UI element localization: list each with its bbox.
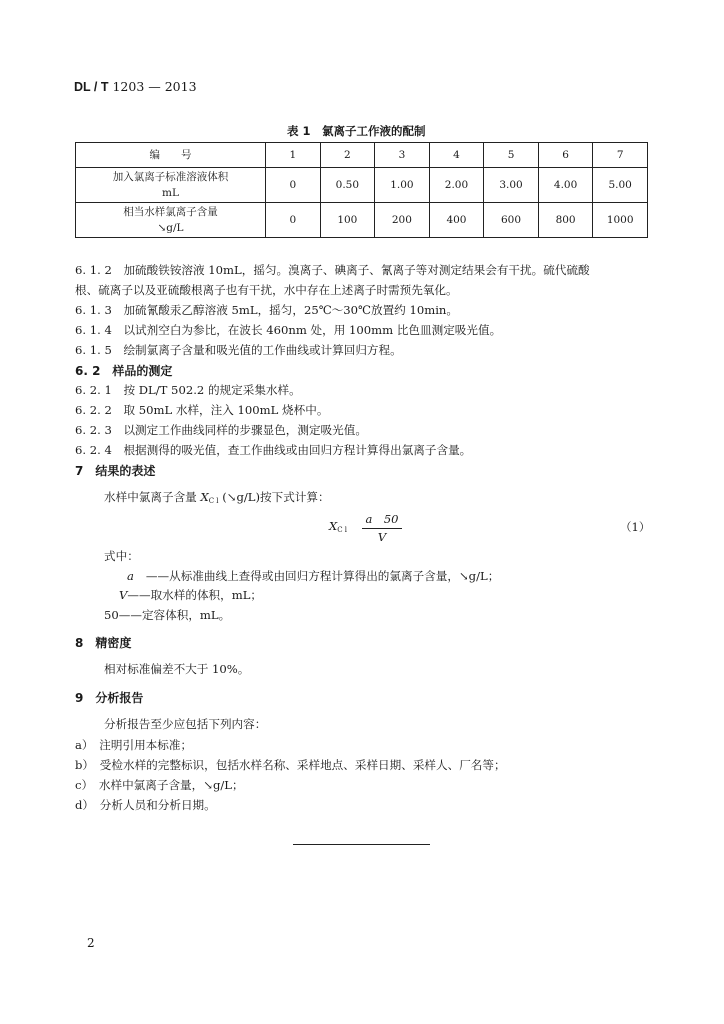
formula-subscript: C l [337,526,348,534]
row-label-text: 加入氯离子标准溶液体积 [112,171,229,183]
list-item: b） 受检水样的完整标识，包括水样名称、采样地点、采样日期、采样人、厂名等； [75,758,506,772]
formula-denominator: V [377,530,387,544]
preparation-table [75,142,648,238]
table-cell: 200 [375,203,430,238]
table-cell: 400 [429,203,484,238]
table-caption: 表 1 氯离子工作液的配制 [287,124,426,138]
clause-6-1-2: 6. 1. 2 加硫酸铁铵溶液 10mL，摇匀。溴离子、碘离子、氰离子等对测定结果会有干扰。硫代硫酸 [75,263,590,277]
definition-text: ——取水样的体积，mL； [127,588,263,602]
clause-6-2-4: 6. 2. 4 根据测得的吸光值，查工作曲线或由回归方程计算得出氯离子含量。 [75,443,472,457]
definition-a [127,568,499,584]
where-label: 式中： [104,549,139,563]
table-cell: 0 [266,168,321,203]
table-header-cell: 5 [484,143,539,168]
table-cell: 100 [320,203,375,238]
clause-6-2-2: 6. 2. 2 取 50mL 水样，注入 100mL 烧杯中。 [75,403,329,417]
formula-numerator: a 50 [362,511,402,529]
row-label-unit: ↘g/L [157,222,184,234]
clause-6-1-2-cont: 根、硫离子以及亚硫酸根离子也有干扰，水中存在上述离子时需预先氧化。 [75,283,458,297]
table-header-cell: 4 [429,143,484,168]
table-cell: 2.00 [429,168,484,203]
end-rule [293,844,430,845]
document-header [74,79,197,94]
list-item: c） 水样中氯离子含量，↘g/L； [75,778,244,792]
section-9-intro: 分析报告至少应包括下列内容： [104,717,267,731]
table-header-cell: 3 [375,143,430,168]
table-header-cell: 6 [538,143,593,168]
table-row-label [76,203,266,238]
clause-6-1-3: 6. 1. 3 加硫氰酸汞乙醇溶液 5mL，摇匀，25℃～30℃放置约 10min。 [75,303,458,317]
clause-6-1-4: 6. 1. 4 以试剂空白为参比，在波长 460nm 处，用 100mm 比色皿测定吸光值。 [75,323,502,337]
row-label-unit: mL [162,187,179,199]
formula-lhs [329,519,347,534]
clause-6-2-heading: 6. 2 样品的测定 [75,364,173,378]
section-8-text: 相对标准偏差不大于 10%。 [104,662,250,676]
table-cell: 600 [484,203,539,238]
definition-50: 50——定容体积，mL。 [104,608,231,622]
definition-symbol: a [127,569,134,583]
table-header-cell: 编 号 [76,143,266,168]
table-cell: 0.50 [320,168,375,203]
table-row [76,203,648,238]
clause-6-2-3: 6. 2. 3 以测定工作曲线同样的步骤显色，测定吸光值。 [75,423,367,437]
table-cell: 0 [266,203,321,238]
standard-code-number: 1203 — 2013 [108,79,197,94]
section-7-title: 7 结果的表述 [75,464,156,478]
formula-intro [104,489,330,505]
list-item: d） 分析人员和分析日期。 [75,798,216,812]
table-cell: 3.00 [484,168,539,203]
formula-number: （1） [620,520,651,534]
standard-code-bold: DL / T [74,80,109,94]
table-row [76,168,648,203]
table-row [76,143,648,168]
table-cell: 1.00 [375,168,430,203]
page-number: 2 [87,936,95,950]
table-cell: 4.00 [538,168,593,203]
table-header-cell: 1 [266,143,321,168]
table-cell: 5.00 [593,168,648,203]
clause-6-2-1: 6. 2. 1 按 DL/T 502.2 的规定采集水样。 [75,383,301,397]
table-header-cell: 7 [593,143,648,168]
clause-6-1-5: 6. 1. 5 绘制氯离子含量和吸光值的工作曲线或计算回归方程。 [75,343,402,357]
variable-subscript: C l [208,497,219,505]
section-9-title: 9 分析报告 [75,691,144,705]
intro-text: 水样中氯离子含量 [104,490,201,504]
row-label-text: 相当水样氯离子含量 [123,206,218,218]
table-row-label [76,168,266,203]
definition-text: ——从标准曲线上查得或由回归方程计算得出的氯离子含量，↘g/L； [145,569,500,583]
table-header-cell: 2 [320,143,375,168]
section-8-title: 8 精密度 [75,636,132,650]
formula-fraction [362,511,402,544]
definition-v [119,587,262,603]
formula-variable: X [329,519,338,533]
intro-text-end: (↘g/L)按下式计算： [218,490,330,504]
table-cell: 800 [538,203,593,238]
definition-symbol: V [119,588,128,602]
list-item: a） 注明引用本标准； [75,738,193,752]
table-cell: 1000 [593,203,648,238]
variable-x: X [200,490,209,504]
